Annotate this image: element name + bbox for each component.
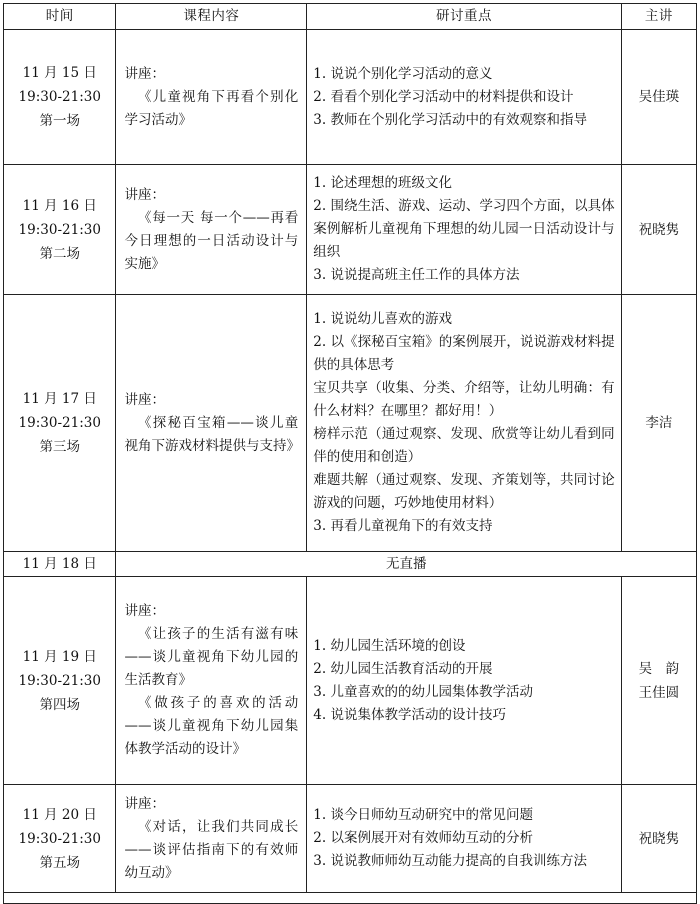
header-course: 课程内容 — [116, 4, 307, 30]
session-row-1 — [4, 30, 697, 165]
session-time-cell — [4, 30, 116, 165]
header-focus: 研讨重点 — [307, 4, 621, 30]
host-name: 祝晓隽 — [638, 830, 680, 847]
session-time-cell — [4, 295, 116, 552]
session-focus-cell — [307, 165, 621, 295]
focus-point: 1. 幼儿园生活环境的创设 — [313, 637, 466, 654]
session-course-cell — [116, 30, 307, 165]
focus-point: 3. 教师在个别化学习活动中的有效观察和指导 — [313, 111, 587, 128]
course-title: 《让孩子的生活有滋有味——谈儿童视角下幼儿园的生活教育》 — [124, 626, 299, 688]
focus-point: 2. 围绕生活、游戏、运动、学习四个方面，以具体案例解析儿童视角下理想的幼儿园一日活动设计与组织 — [313, 198, 615, 260]
session-course-cell — [116, 295, 307, 552]
focus-point: 1. 谈今日师幼互动研究中的常见问题 — [313, 807, 533, 823]
session-row-4 — [4, 577, 697, 785]
session-focus-cell — [307, 577, 621, 785]
focus-point: 1. 论述理想的班级文化 — [313, 175, 452, 191]
course-label: 讲座： — [124, 795, 165, 812]
host-name: 吴佳瑛 — [638, 89, 680, 105]
session-number: 第五场 — [39, 854, 80, 871]
course-label: 讲座： — [124, 603, 165, 619]
session-row-5 — [4, 785, 697, 893]
focus-point: 2. 以《探秘百宝箱》的案例展开，说说游戏材料提供的具体思考 — [313, 334, 615, 373]
host-name: 吴 韵 — [638, 660, 680, 677]
header-time: 时间 — [4, 4, 116, 30]
session-hours: 19:30-21:30 — [18, 415, 101, 431]
table-bottom-strip — [4, 893, 697, 904]
session-hours: 19:30-21:30 — [18, 89, 101, 105]
session-hours: 19:30-21:30 — [18, 221, 101, 238]
header-row — [4, 4, 697, 30]
session-host-cell — [621, 30, 696, 165]
no-live-text: 无直播 — [116, 552, 697, 577]
session-host-cell — [621, 165, 696, 295]
focus-point: 4. 说说集体教学活动的设计技巧 — [313, 706, 506, 723]
course-title: 《儿童视角下再看个别化学习活动》 — [124, 88, 299, 128]
session-number: 第一场 — [39, 113, 80, 129]
course-title: 《探秘百宝箱——谈儿童视角下游戏材料提供与支持》 — [124, 414, 300, 454]
session-host-cell — [621, 785, 696, 893]
session-date: 11 月 15 日 — [22, 65, 97, 81]
focus-point: 1. 说说幼儿喜欢的游戏 — [313, 311, 452, 327]
no-live-row — [4, 552, 697, 577]
course-title: 《对话，让我们共同成长——谈评估指南下的有效师幼互动》 — [124, 818, 299, 881]
focus-point: 宝贝共享（收集、分类、介绍等，让幼儿明确：有什么材料？在哪里？都好用！） — [313, 380, 615, 419]
session-number: 第四场 — [39, 696, 80, 713]
focus-point: 3. 再看儿童视角下的有效支持 — [313, 518, 493, 534]
focus-point: 2. 以案例展开对有效师幼互动的分析 — [313, 830, 533, 846]
session-date: 11 月 17 日 — [22, 391, 97, 407]
focus-point: 1. 说说个别化学习活动的意义 — [313, 65, 493, 82]
course-label: 讲座： — [124, 65, 165, 82]
host-name: 王佳圆 — [638, 684, 680, 701]
no-live-date: 11 月 18 日 — [4, 552, 116, 577]
session-date: 11 月 20 日 — [22, 806, 97, 823]
session-number: 第三场 — [39, 439, 80, 455]
session-host-cell — [621, 295, 696, 552]
focus-point: 3. 说说提高班主任工作的具体方法 — [313, 267, 520, 283]
focus-point: 2. 看看个别化学习活动中的材料提供和设计 — [313, 88, 574, 105]
session-focus-cell — [307, 30, 621, 165]
host-name: 祝晓隽 — [638, 221, 680, 238]
bottom-empty-cell — [4, 893, 697, 904]
session-course-cell — [116, 577, 307, 785]
session-course-cell — [116, 785, 307, 893]
course-title: 《每一天 每一个——再看今日理想的一日活动设计与实施》 — [124, 209, 299, 272]
session-time-cell — [4, 577, 116, 785]
session-host-cell — [621, 577, 696, 785]
focus-point: 3. 儿童喜欢的的幼儿园集体教学活动 — [313, 683, 533, 700]
session-row-2 — [4, 165, 697, 295]
session-number: 第二场 — [39, 245, 80, 262]
session-time-cell — [4, 785, 116, 893]
session-time-cell — [4, 165, 116, 295]
host-name: 李洁 — [645, 415, 673, 431]
course-label: 讲座： — [124, 391, 165, 408]
session-row-3 — [4, 295, 697, 552]
session-date: 11 月 16 日 — [22, 197, 97, 214]
session-focus-cell — [307, 785, 621, 893]
focus-point: 3. 说说教师师幼互动能力提高的自我训练方法 — [313, 853, 587, 869]
course-title: 《做孩子的喜欢的活动——谈儿童视角下幼儿园集体教学活动的设计》 — [124, 695, 299, 757]
session-focus-cell — [307, 295, 621, 552]
session-hours: 19:30-21:30 — [18, 830, 101, 847]
course-label: 讲座： — [124, 186, 165, 203]
schedule-table — [3, 3, 697, 904]
session-course-cell — [116, 165, 307, 295]
focus-point: 榜样示范（通过观察、发现、欣赏等让幼儿看到同伴的使用和创造） — [313, 426, 615, 465]
session-date: 11 月 19 日 — [22, 648, 97, 665]
header-host: 主讲 — [621, 4, 696, 30]
session-hours: 19:30-21:30 — [18, 672, 101, 689]
focus-point: 2. 幼儿园生活教育活动的开展 — [313, 660, 493, 677]
focus-point: 难题共解（通过观察、发现、齐策划等，共同讨论游戏的问题，巧妙地使用材料） — [313, 472, 615, 511]
